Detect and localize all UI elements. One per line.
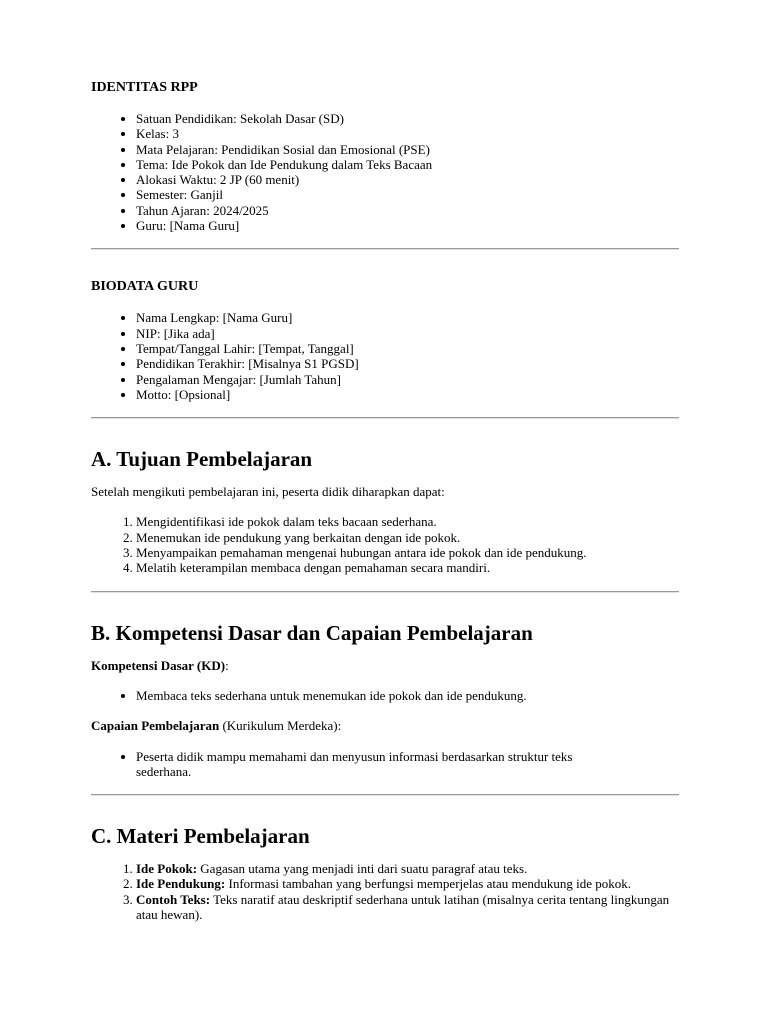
kd-colon: :	[225, 657, 229, 673]
divider	[91, 794, 679, 796]
list-item	[136, 876, 679, 891]
list-item: • Tema: Ide Pokok dan Ide Pendukung dalam Teks Bacaan	[136, 157, 679, 172]
tujuan-heading: A. Tujuan Pembelajaran	[91, 447, 313, 472]
identitas-list	[91, 111, 679, 233]
cp-label-line	[91, 718, 679, 733]
materi-heading: C. Materi Pembelajaran	[91, 824, 310, 849]
list-item: • Mata Pelajaran: Pendidikan Sosial dan Emosional (PSE)	[136, 142, 679, 157]
list-item	[136, 892, 679, 923]
kd-label: Kompetensi Dasar (KD)	[91, 657, 226, 673]
kd-label-line	[91, 658, 679, 673]
list-item: • Satuan Pendidikan: Sekolah Dasar (SD)	[136, 111, 679, 126]
list-item: • Pendidikan Terakhir: [Misalnya S1 PGSD]	[136, 356, 679, 371]
tujuan-intro: Setelah mengikuti pembelajaran ini, peserta didik diharapkan dapat:	[91, 484, 445, 500]
list-item: 1. Mengidentifikasi ide pokok dalam teks bacaan sederhana.	[136, 514, 679, 529]
document-content	[91, 79, 679, 922]
list-item: • Alokasi Waktu: 2 JP (60 menit)	[136, 172, 679, 187]
cp-list	[91, 749, 679, 780]
divider	[91, 248, 679, 250]
materi-list	[91, 861, 679, 922]
list-item: • Peserta didik mampu memahami dan menyusun informasi berdasarkan struktur teks sederhana.	[136, 749, 679, 780]
materi-desc: Gagasan utama yang menjadi inti dari suatu paragraf atau teks.	[197, 861, 528, 877]
biodata-heading: BIODATA GURU	[91, 279, 199, 295]
list-item: • Tahun Ajaran: 2024/2025	[136, 203, 679, 218]
biodata-list	[91, 310, 679, 402]
list-item: • Tempat/Tanggal Lahir: [Tempat, Tanggal]	[136, 341, 679, 356]
list-item: 4. Melatih keterampilan membaca dengan pemahaman secara mandiri.	[136, 560, 679, 575]
kd-list	[91, 688, 679, 703]
list-item: • NIP: [Jika ada]	[136, 326, 679, 341]
list-item: • Guru: [Nama Guru]	[136, 218, 679, 233]
materi-desc: Teks naratif atau deskriptif sederhana untuk latihan (misalnya cerita tentang lingkungan atau hewan).	[136, 891, 670, 923]
materi-desc: Informasi tambahan yang berfungsi memperjelas atau mendukung ide pokok.	[225, 876, 632, 892]
list-item: • Kelas: 3	[136, 126, 679, 141]
cp-suffix: (Kurikulum Merdeka):	[219, 718, 342, 734]
list-item: • Pengalaman Mengajar: [Jumlah Tahun]	[136, 372, 679, 387]
list-item: 2. Menemukan ide pendukung yang berkaitan dengan ide pokok.	[136, 530, 679, 545]
identitas-heading: IDENTITAS RPP	[91, 80, 198, 95]
list-item: • Motto: [Opsional]	[136, 387, 679, 402]
list-item: • Semester: Ganjil	[136, 187, 679, 202]
tujuan-list	[91, 514, 679, 575]
list-item: 3. Menyampaikan pemahaman mengenai hubungan antara ide pokok dan ide pendukung.	[136, 545, 679, 560]
materi-term: Ide Pokok:	[136, 861, 198, 877]
materi-term: Contoh Teks:	[136, 891, 211, 907]
kompetensi-heading: B. Kompetensi Dasar dan Capaian Pembelajaran	[91, 620, 533, 645]
cp-label: Capaian Pembelajaran	[91, 718, 220, 734]
list-item	[136, 861, 679, 876]
materi-term: Ide Pendukung:	[136, 876, 226, 892]
list-item: • Membaca teks sederhana untuk menemukan ide pokok dan ide pendukung.	[136, 688, 679, 703]
divider	[91, 417, 679, 419]
divider	[91, 591, 679, 593]
list-item: • Nama Lengkap: [Nama Guru]	[136, 310, 679, 325]
